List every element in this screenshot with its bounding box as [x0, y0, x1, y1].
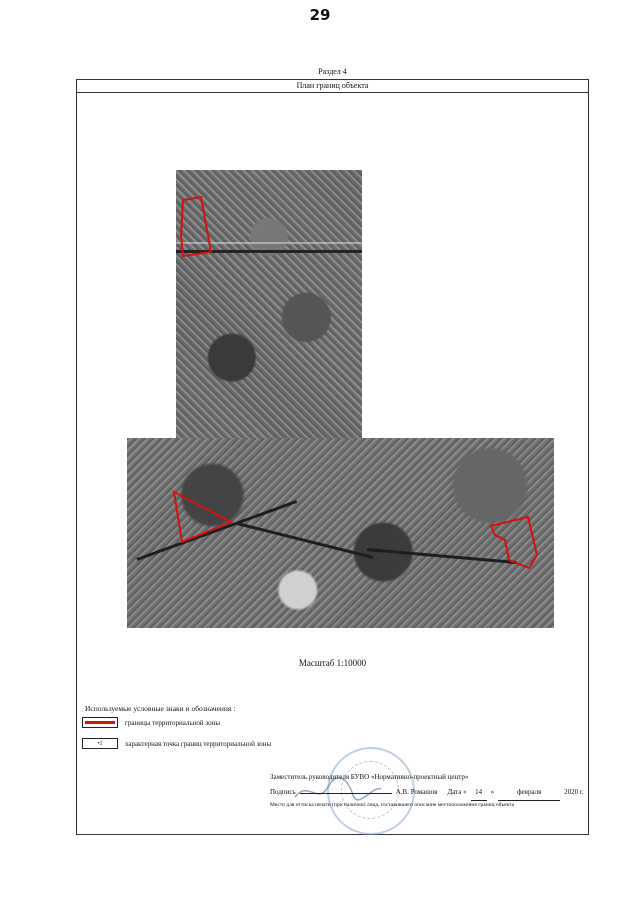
map-road [176, 250, 362, 253]
map-road [367, 548, 517, 564]
aerial-map-top [176, 170, 362, 438]
legend-symbol-red-line [82, 717, 118, 728]
section-label: Раздел 4 [318, 67, 347, 76]
date-year: 2020 г. [564, 788, 584, 796]
legend-label: границы территориальной зоны [125, 718, 221, 727]
legend-item-point [82, 738, 271, 749]
map-road [237, 522, 374, 559]
document-frame [76, 67, 589, 835]
signer-name: А.В. Ромашов [395, 788, 438, 796]
legend-item-boundary [82, 717, 220, 728]
legend-symbol-point: •1 [82, 738, 118, 749]
signature-line: Подпись А.В. Ромашов Дата « 14 » февраля 2020 г. [270, 785, 585, 801]
signature-field [300, 793, 392, 794]
map-scale: Масштаб 1:10000 [298, 658, 367, 668]
signer-position: Заместитель руководителя БУВО «Нормативно-проектный центр» [270, 773, 469, 781]
stamp-note: Место для оттиска печати (при наличии) лица, составившего описание местоположения границ объекта [270, 802, 515, 808]
date-day: 14 [471, 785, 487, 801]
date-month: февраля [498, 785, 560, 801]
aerial-map-bottom [127, 438, 554, 628]
signature-block [270, 770, 585, 810]
frame-title: План границ объекта [77, 80, 588, 93]
legend-heading: Используемые условные знаки и обозначения : [85, 704, 236, 713]
legend-label: характерная точка границ территориальной зоны [125, 739, 272, 748]
page-number: 29 [309, 6, 331, 24]
